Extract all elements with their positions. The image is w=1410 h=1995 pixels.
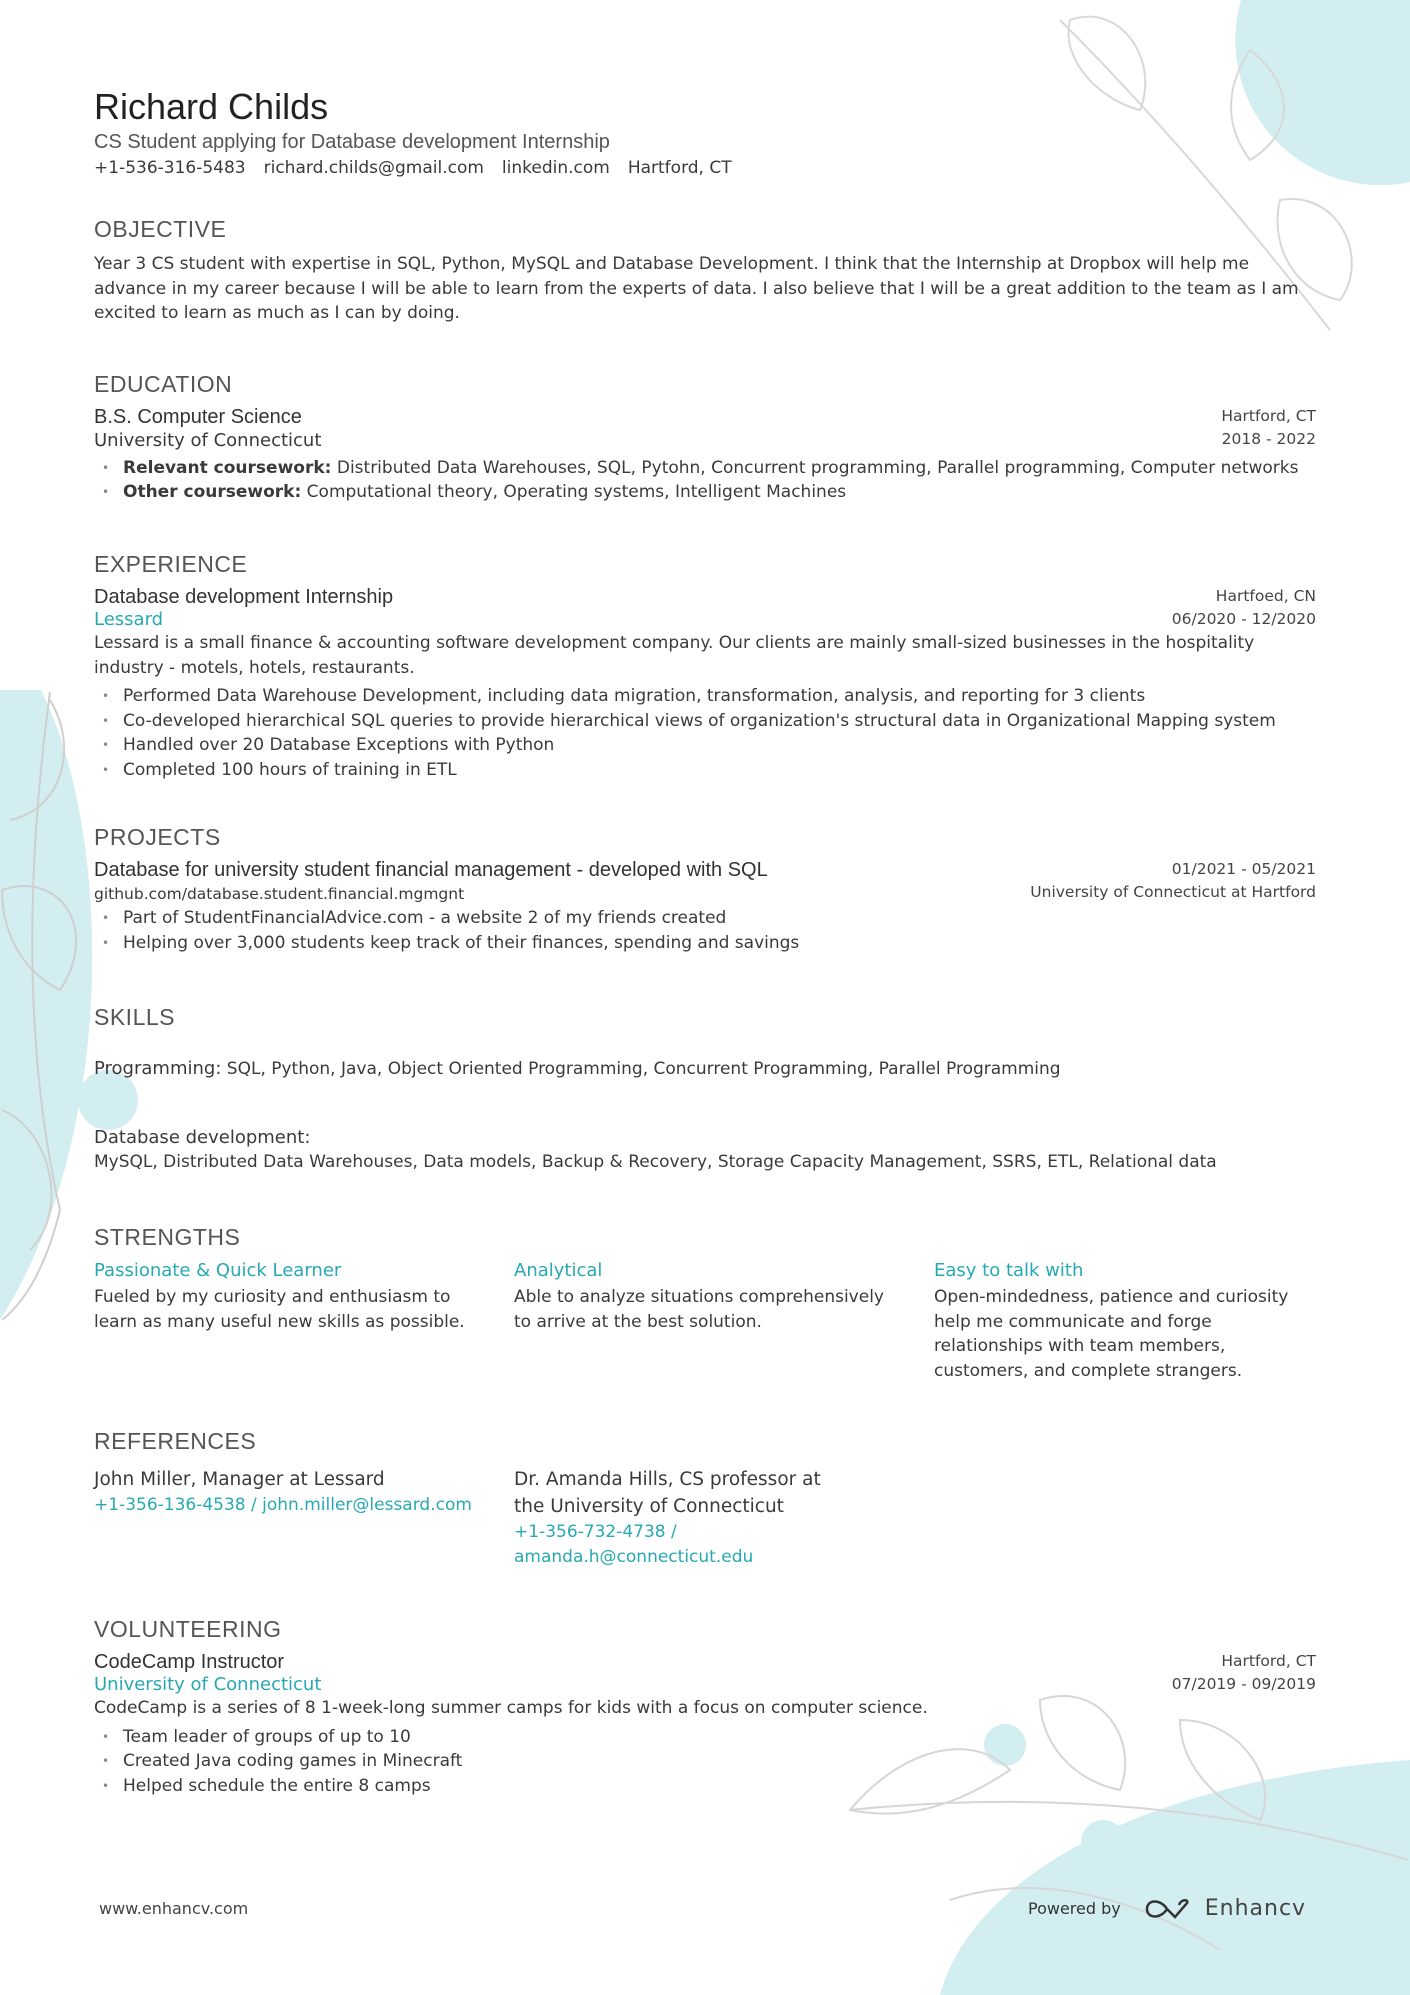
- project-title: Database for university student financial management - developed with SQL: [94, 859, 768, 881]
- location: University of Connecticut at Hartford: [1030, 883, 1316, 901]
- strength-item: Passionate & Quick Learner Fueled by my curiosity and enthusiasm to learn as many useful new skills as possible.: [94, 1260, 465, 1332]
- company: Lessard: [94, 609, 164, 630]
- list-item: • Helping over 3,000 students keep track of their finances, spending and savings: [94, 931, 1316, 956]
- objective-text: Year 3 CS student with expertise in SQL, Python, MySQL and Database Development. I think that the Internship at Dropbox will help me advance in my career because I will be able to learn from the experts of data. I also believe that I will be a great addition to the team as I am excited to learn as much as I can by doing.: [94, 254, 1299, 323]
- dates: 06/2020 - 12/2020: [1171, 610, 1316, 628]
- job-title: Database development Internship: [94, 586, 394, 608]
- objective-section: [94, 214, 1316, 326]
- reference-item: John Miller, Manager at Lessard +1-356-136-4538 / john.miller@lessard.com: [94, 1469, 472, 1515]
- skill-group-label: Database development:: [94, 1126, 311, 1148]
- skills-section: [94, 1002, 1316, 1175]
- powered-by-label: Powered by: [1028, 1899, 1121, 1918]
- references-section: [94, 1426, 1316, 1569]
- school: University of Connecticut: [94, 430, 322, 451]
- degree: B.S. Computer Science: [94, 406, 302, 428]
- volunteer-title: CodeCamp Instructor: [94, 1651, 285, 1673]
- location: Hartford, CT: [1221, 407, 1316, 425]
- location: Hartford, CT: [1221, 1652, 1316, 1670]
- list-item: • Performed Data Warehouse Development, including data migration, transformation, analysis, and reporting for 3 clients: [94, 684, 1316, 709]
- skill-group-items: MySQL, Distributed Data Warehouses, Data models, Backup & Recovery, Storage Capacity Management, SSRS, ETL, Relational data: [94, 1152, 1217, 1172]
- email[interactable]: richard.childs@gmail.com: [263, 158, 484, 178]
- dates: 01/2021 - 05/2021: [1171, 860, 1316, 878]
- list-item: • Created Java coding games in Minecraft: [94, 1749, 1316, 1774]
- strength-item: Easy to talk with Open-mindedness, patience and curiosity help me communicate and forge relationships with team members, customers, and complete strangers.: [934, 1260, 1289, 1381]
- powered-by-badge[interactable]: [1028, 1896, 1306, 1921]
- list-item: • Handled over 20 Database Exceptions with Python: [94, 733, 1316, 758]
- linkedin-link[interactable]: linkedin.com: [501, 158, 610, 178]
- dates: 07/2019 - 09/2019: [1171, 1675, 1316, 1693]
- section-heading: SKILLS: [94, 1004, 175, 1030]
- location: Hartford, CT: [627, 158, 732, 178]
- resume-header: [94, 86, 1316, 181]
- section-heading: EDUCATION: [94, 371, 233, 397]
- section-heading: STRENGTHS: [94, 1224, 241, 1250]
- experience-section: [94, 549, 1316, 782]
- section-heading: OBJECTIVE: [94, 216, 227, 242]
- strength-item: Analytical Able to analyze situations comprehensively to arrive at the best solution.: [514, 1260, 884, 1332]
- list-item: • Part of StudentFinancialAdvice.com - a website 2 of my friends created: [94, 906, 1316, 931]
- project-link[interactable]: github.com/database.student.financial.mgmgnt: [94, 885, 465, 903]
- company-description: Lessard is a small finance & accounting software development company. Our clients are mainly small-sized businesses in the hospitality industry - motels, hotels, restaurants.: [94, 633, 1255, 678]
- enhancv-brand: Enhancv: [1204, 1896, 1307, 1921]
- strengths-section: [94, 1222, 1316, 1383]
- section-heading: VOLUNTEERING: [94, 1616, 282, 1642]
- location: Hartfoed, CN: [1215, 587, 1316, 605]
- reference-item: Dr. Amanda Hills, CS professor at the University of Connecticut +1-356-732-4738 / amanda.h@connecticut.edu: [514, 1469, 821, 1567]
- volunteer-description: CodeCamp is a series of 8 1-week-long summer camps for kids with a focus on computer science.: [94, 1698, 928, 1718]
- section-heading: REFERENCES: [94, 1428, 257, 1454]
- projects-section: [94, 822, 1316, 955]
- dates: 2018 - 2022: [1221, 430, 1316, 448]
- list-item: • Co-developed hierarchical SQL queries to provide hierarchical views of organization's structural data in Organizational Mapping system: [94, 709, 1316, 734]
- website-link[interactable]: www.enhancv.com: [99, 1899, 249, 1918]
- section-heading: PROJECTS: [94, 824, 221, 850]
- contact-info: [94, 156, 1316, 181]
- skill-group: Programming: SQL, Python, Java, Object Oriented Programming, Concurrent Programming, Parallel Programming: [94, 1058, 1061, 1079]
- phone[interactable]: +1-536-316-5483: [94, 158, 246, 178]
- candidate-name: Richard Childs: [94, 86, 329, 127]
- education-section: [94, 369, 1316, 505]
- organization: University of Connecticut: [94, 1674, 322, 1695]
- list-item: • Other coursework: Computational theory, Operating systems, Intelligent Machines: [94, 480, 1316, 505]
- list-item: • Helped schedule the entire 8 camps: [94, 1774, 1316, 1799]
- volunteering-section: [94, 1614, 1316, 1798]
- list-item: • Team leader of groups of up to 10: [94, 1725, 1316, 1750]
- list-item: • Completed 100 hours of training in ETL: [94, 758, 1316, 783]
- section-heading: EXPERIENCE: [94, 551, 248, 577]
- enhancv-logo-icon: [1145, 1897, 1191, 1921]
- list-item: • Relevant coursework: Distributed Data Warehouses, SQL, Pytohn, Concurrent programming, Parallel programming, Computer networks: [94, 456, 1316, 481]
- decorative-leaves-top-right: [1040, 0, 1410, 400]
- candidate-subtitle: CS Student applying for Database development Internship: [94, 131, 610, 153]
